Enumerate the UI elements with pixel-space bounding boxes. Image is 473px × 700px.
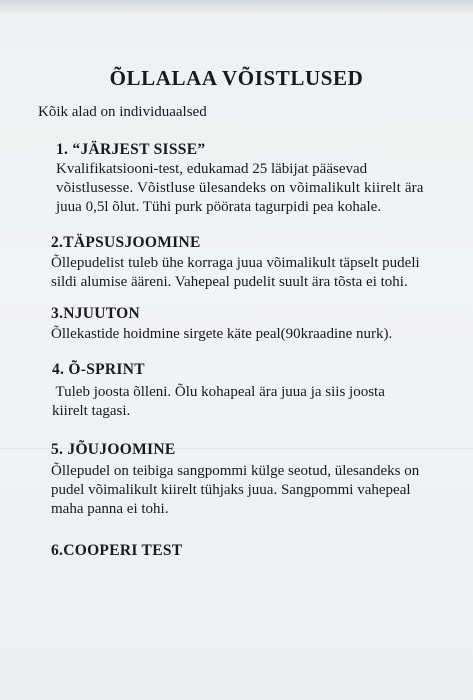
section-3-heading: 3.NJUUTON — [51, 305, 140, 322]
section-4-heading: 4. Õ-SPRINT — [52, 361, 145, 378]
section-3-body — [51, 325, 456, 344]
section-5-line-3: maha panna ei tohi. — [51, 501, 169, 517]
section-1-line-3: juua 0,5l õlut. Tühi purk pöörata tagurpidi pea kohale. — [56, 199, 382, 215]
section-1-line-2: võistlusesse. Võistluse ülesandeks on võimalikult kiirelt ära — [56, 180, 424, 196]
section-1-body — [56, 160, 461, 217]
section-2-line-1: Õllepudelist tuleb ühe korraga juua võimalikult täpselt pudeli — [51, 255, 420, 271]
section-5-body — [51, 462, 456, 519]
section-2-line-2: sildi alumise ääreni. Vahepeal pudelit suult ära tõsta ei tohi. — [51, 274, 408, 290]
section-6-heading: 6.COOPERI TEST — [51, 542, 183, 559]
top-shadow — [0, 0, 473, 14]
section-1-heading: 1. “JÄRJEST SISSE” — [56, 141, 206, 158]
section-3-line-1: Õllekastide hoidmine sirgete käte peal(90kraadine nurk). — [51, 326, 393, 342]
section-5-heading: 5. JÕUJOOMINE — [51, 441, 176, 458]
section-1-line-1: Kvalifikatsiooni-test, edukamad 25 läbijat pääsevad — [56, 161, 368, 177]
document-title: ÕLLALAA VÕISTLUSED — [109, 66, 364, 90]
section-5-line-1: Õllepudel on teibiga sangpommi külge seotud, ülesandeks on — [51, 463, 420, 479]
section-2-body — [51, 254, 456, 292]
section-4-line-1: Tuleb joosta õlleni. Õlu kohapeal ära juua ja siis joosta — [52, 384, 385, 400]
section-4-body — [52, 383, 457, 421]
section-4-line-2: kiirelt tagasi. — [52, 403, 131, 419]
section-5-line-2: pudel võimalikult kiirelt tühjaks juua. Sangpommi vahepeal — [51, 482, 411, 498]
section-2-heading: 2.TÄPSUSJOOMINE — [51, 234, 201, 251]
intro-text: Kõik alad on individuaalsed — [38, 104, 207, 120]
